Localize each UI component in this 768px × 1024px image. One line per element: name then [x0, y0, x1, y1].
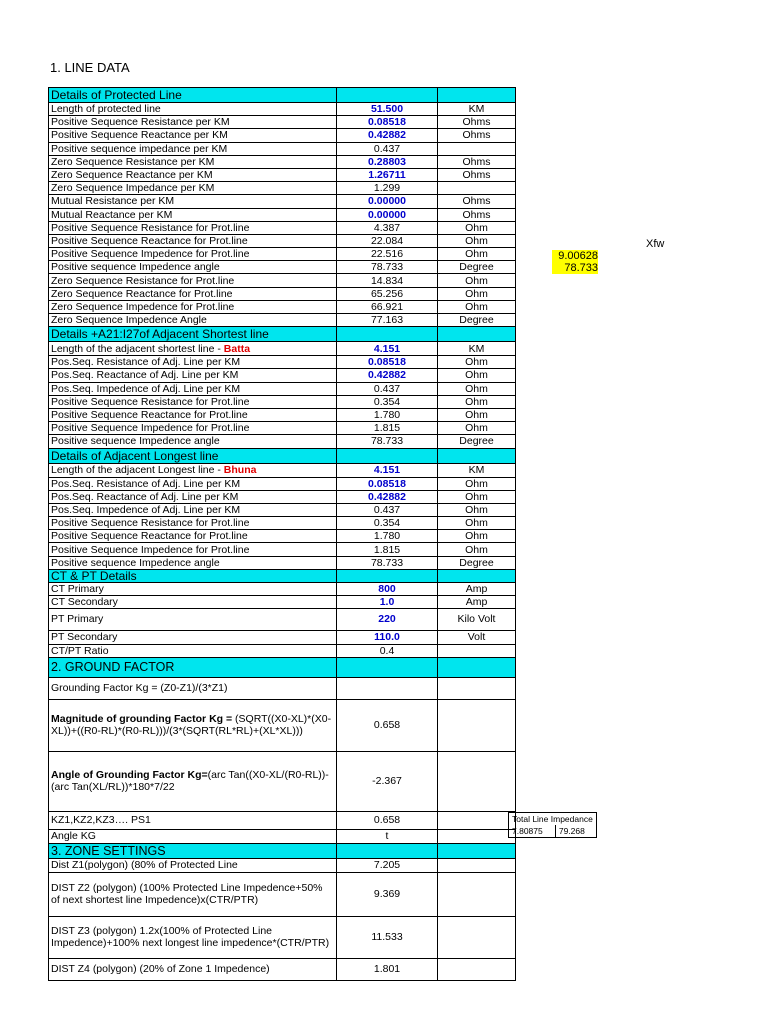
section-header: 3. ZONE SETTINGS	[49, 843, 337, 858]
row-unit: Ohm	[438, 530, 516, 543]
table-row	[49, 168, 516, 181]
table-row	[49, 569, 516, 582]
row-value	[337, 677, 438, 699]
section-header: CT & PT Details	[49, 569, 337, 582]
row-label: Zero Sequence Resistance per KM	[49, 155, 337, 168]
row-label: Zero Sequence Impedence for Prot.line	[49, 300, 337, 313]
row-label: CT Primary	[49, 582, 337, 595]
ground-angle-bold: Angle of Grounding Factor Kg=	[51, 769, 208, 782]
ground-magnitude-label	[49, 699, 337, 751]
table-row	[49, 677, 516, 699]
row-value: 0.08518	[337, 477, 438, 490]
zone-label: DIST Z3 (polygon) 1.2x(100% of Protected Line Impedence)+100% next longest line impedence*(CTR/PTR)	[49, 916, 337, 958]
row-value: 4.387	[337, 221, 438, 234]
table-row	[49, 435, 516, 448]
table-row	[49, 699, 516, 751]
table-row	[49, 234, 516, 247]
row-label: Pos.Seq. Resistance of Adj. Line per KM	[49, 477, 337, 490]
row-label: Pos.Seq. Impedence of Adj. Line per KM	[49, 382, 337, 395]
section-header-fill	[337, 569, 438, 582]
row-label: Length of protected line	[49, 103, 337, 116]
row-unit: Amp	[438, 582, 516, 595]
row-value: 22.084	[337, 234, 438, 247]
ground-formula: Grounding Factor Kg = (Z0-Z1)/(3*Z1)	[49, 677, 337, 699]
table-row	[49, 155, 516, 168]
zone-label: Dist Z1(polygon) (80% of Protected Line	[49, 858, 337, 872]
ground-angle-label	[49, 751, 337, 811]
table-row	[49, 543, 516, 556]
row-unit: KM	[438, 463, 516, 477]
row-label: Positive Sequence Reactance for Prot.line	[49, 530, 337, 543]
table-row	[49, 103, 516, 116]
row-unit	[438, 677, 516, 699]
row-unit: Degree	[438, 435, 516, 448]
row-label: PT Secondary	[49, 630, 337, 644]
row-label: Positive Sequence Reactance for Prot.line	[49, 408, 337, 421]
row-unit: Ohm	[438, 422, 516, 435]
section-header: 2. GROUND FACTOR	[49, 657, 337, 677]
section-header: Details of Adjacent Longest line	[49, 448, 337, 463]
row-value: 1.815	[337, 543, 438, 556]
row-label: Pos.Seq. Resistance of Adj. Line per KM	[49, 356, 337, 369]
zone-value: 1.801	[337, 958, 438, 980]
table-row	[49, 630, 516, 644]
row-label: Positive Sequence Reactance per KM	[49, 129, 337, 142]
total-line-impedance-magnitude: 7.80875	[509, 825, 556, 838]
table-row	[49, 195, 516, 208]
row-unit: Ohm	[438, 382, 516, 395]
row-unit: Ohm	[438, 274, 516, 287]
table-row	[49, 369, 516, 382]
total-line-impedance-box	[508, 812, 597, 838]
row-unit: Ohm	[438, 395, 516, 408]
section-header-fill	[438, 657, 516, 677]
row-unit: Kilo Volt	[438, 608, 516, 630]
table-row	[49, 382, 516, 395]
row-unit: Ohm	[438, 503, 516, 516]
table-row	[49, 595, 516, 608]
row-unit: Ohm	[438, 287, 516, 300]
row-unit	[438, 858, 516, 872]
row-label: Positive Sequence Impedence for Prot.line	[49, 422, 337, 435]
row-unit: Ohm	[438, 517, 516, 530]
row-value: 4.151	[337, 463, 438, 477]
table-row	[49, 463, 516, 477]
row-unit: Ohms	[438, 208, 516, 221]
table-row	[49, 314, 516, 327]
section-header-fill	[438, 88, 516, 103]
row-unit: Ohm	[438, 248, 516, 261]
kz-label: KZ1,KZ2,KZ3…. PS1	[49, 811, 337, 829]
row-value: 78.733	[337, 435, 438, 448]
row-value: 65.256	[337, 287, 438, 300]
row-value: 14.834	[337, 274, 438, 287]
row-unit: Ohms	[438, 155, 516, 168]
table-row	[49, 829, 516, 843]
section-header: Details +A21:I27of Adjacent Shortest line	[49, 327, 337, 342]
row-value: 1.780	[337, 408, 438, 421]
row-value: 0.42882	[337, 369, 438, 382]
row-value: 4.151	[337, 342, 438, 356]
row-value: 1.815	[337, 422, 438, 435]
table-row	[49, 608, 516, 630]
table-row	[49, 300, 516, 313]
row-label: Mutual Reactance per KM	[49, 208, 337, 221]
table-row	[49, 408, 516, 421]
table-row	[49, 448, 516, 463]
table-row	[49, 582, 516, 595]
section-header-fill	[438, 448, 516, 463]
row-label: CT/PT Ratio	[49, 644, 337, 657]
table-row	[49, 751, 516, 811]
row-value: 0.4	[337, 644, 438, 657]
zone-value: 7.205	[337, 858, 438, 872]
zone-value: 11.533	[337, 916, 438, 958]
line-name: Bhuna	[223, 464, 257, 476]
row-value: 78.733	[337, 261, 438, 274]
table-row	[49, 208, 516, 221]
row-unit: Ohm	[438, 490, 516, 503]
row-value: 0.08518	[337, 356, 438, 369]
row-unit: Amp	[438, 595, 516, 608]
table-row	[49, 261, 516, 274]
row-label: Zero Sequence Reactance per KM	[49, 168, 337, 181]
row-label: Positive sequence Impedence angle	[49, 261, 337, 274]
row-unit: Ohm	[438, 369, 516, 382]
table-row	[49, 958, 516, 980]
row-unit	[438, 751, 516, 811]
row-label: Positive Sequence Impedence for Prot.line	[49, 248, 337, 261]
table-row	[49, 490, 516, 503]
section-header: Details of Protected Line	[49, 88, 337, 103]
table-row	[49, 142, 516, 155]
row-value: 51.500	[337, 103, 438, 116]
row-unit: Ohm	[438, 234, 516, 247]
row-unit	[438, 916, 516, 958]
table-row	[49, 422, 516, 435]
table-row	[49, 843, 516, 858]
row-unit: Ohm	[438, 477, 516, 490]
ground-magnitude-bold: Magnitude of grounding Factor Kg =	[51, 713, 236, 726]
row-value: 0.42882	[337, 490, 438, 503]
row-value: 0.354	[337, 395, 438, 408]
table-row	[49, 395, 516, 408]
yellow-value-1: 9.00628	[552, 250, 598, 262]
table-row	[49, 274, 516, 287]
table-row	[49, 530, 516, 543]
row-unit: Ohms	[438, 129, 516, 142]
row-value: 0.28803	[337, 155, 438, 168]
row-label: Positive Sequence Resistance for Prot.line	[49, 517, 337, 530]
table-row	[49, 342, 516, 356]
row-unit: Ohm	[438, 221, 516, 234]
row-value: 0.00000	[337, 195, 438, 208]
row-label: PT Primary	[49, 608, 337, 630]
zone-label: DIST Z2 (polygon) (100% Protected Line Impedence+50% of next shortest line Impedence)x(CTR/PTR)	[49, 872, 337, 916]
ground-angle-value: -2.367	[337, 751, 438, 811]
row-unit	[438, 699, 516, 751]
table-row	[49, 129, 516, 142]
row-label: Zero Sequence Impedence Angle	[49, 314, 337, 327]
table-row	[49, 88, 516, 103]
table-row	[49, 556, 516, 569]
row-unit: KM	[438, 342, 516, 356]
section-header-fill	[337, 448, 438, 463]
yellow-value-2: 78.733	[552, 262, 598, 274]
line-name: Batta	[223, 342, 251, 355]
row-value: 110.0	[337, 630, 438, 644]
table-row	[49, 872, 516, 916]
row-label: Positive sequence Impedence angle	[49, 556, 337, 569]
total-line-impedance-angle: 79.268	[555, 825, 596, 838]
row-label: Zero Sequence Impedance per KM	[49, 182, 337, 195]
row-unit	[438, 644, 516, 657]
row-value: 0.42882	[337, 129, 438, 142]
row-unit: KM	[438, 103, 516, 116]
row-label: Zero Sequence Reactance for Prot.line	[49, 287, 337, 300]
row-value: 1.0	[337, 595, 438, 608]
row-label: Positive Sequence Resistance for Prot.line	[49, 395, 337, 408]
row-unit: Ohms	[438, 116, 516, 129]
row-value: 220	[337, 608, 438, 630]
line-data-table	[48, 87, 516, 981]
row-label-text: Length of the adjacent shortest line -	[51, 342, 224, 355]
row-label: Positive Sequence Impedence for Prot.line	[49, 543, 337, 556]
row-unit: Ohms	[438, 195, 516, 208]
row-value: 1.780	[337, 530, 438, 543]
row-label-text: Length of the adjacent Longest line -	[51, 464, 224, 476]
kz-value: 0.658	[337, 811, 438, 829]
row-unit	[438, 829, 516, 843]
angle-kg-value: t	[337, 829, 438, 843]
row-label: Pos.Seq. Reactance of Adj. Line per KM	[49, 369, 337, 382]
row-value: 22.516	[337, 248, 438, 261]
section-header-fill	[438, 843, 516, 858]
row-label: Positive Sequence Reactance for Prot.line	[49, 234, 337, 247]
zone-value: 9.369	[337, 872, 438, 916]
row-label: Positive Sequence Resistance for Prot.line	[49, 221, 337, 234]
row-label: Positive sequence impedance per KM	[49, 142, 337, 155]
row-value: 0.354	[337, 517, 438, 530]
row-value: 66.921	[337, 300, 438, 313]
row-value: 1.26711	[337, 168, 438, 181]
ground-magnitude-value: 0.658	[337, 699, 438, 751]
row-unit	[438, 142, 516, 155]
row-label	[49, 342, 337, 356]
row-unit: Ohm	[438, 408, 516, 421]
row-unit	[438, 872, 516, 916]
row-label: Zero Sequence Resistance for Prot.line	[49, 274, 337, 287]
row-label: Pos.Seq. Impedence of Adj. Line per KM	[49, 503, 337, 516]
table-row	[49, 811, 516, 829]
table-row	[49, 356, 516, 369]
table-row	[49, 182, 516, 195]
row-unit: Ohms	[438, 168, 516, 181]
row-unit: Ohm	[438, 356, 516, 369]
row-unit: Ohm	[438, 543, 516, 556]
total-line-impedance-label: Total Line Impedance	[509, 813, 597, 826]
row-value: 800	[337, 582, 438, 595]
row-unit	[438, 958, 516, 980]
table-row	[49, 916, 516, 958]
row-label: Positive Sequence Resistance per KM	[49, 116, 337, 129]
page-title: 1. LINE DATA	[50, 60, 130, 75]
row-label: CT Secondary	[49, 595, 337, 608]
table-row	[49, 248, 516, 261]
row-unit: Degree	[438, 261, 516, 274]
xfw-label: Xfw	[646, 238, 665, 250]
section-header-fill	[438, 569, 516, 582]
table-row	[49, 221, 516, 234]
row-unit	[438, 182, 516, 195]
section-header-fill	[337, 327, 438, 342]
row-value: 0.00000	[337, 208, 438, 221]
table-row	[49, 657, 516, 677]
row-value: 0.437	[337, 382, 438, 395]
row-value: 0.437	[337, 142, 438, 155]
table-row	[49, 503, 516, 516]
table-row	[49, 327, 516, 342]
row-value: 77.163	[337, 314, 438, 327]
table-row	[49, 477, 516, 490]
table-row	[49, 644, 516, 657]
row-label: Pos.Seq. Reactance of Adj. Line per KM	[49, 490, 337, 503]
row-value: 1.299	[337, 182, 438, 195]
section-header-fill	[438, 327, 516, 342]
row-value: 0.437	[337, 503, 438, 516]
row-label: Positive sequence Impedence angle	[49, 435, 337, 448]
row-label: Mutual Resistance per KM	[49, 195, 337, 208]
table-row	[49, 858, 516, 872]
table-row	[49, 287, 516, 300]
section-header-fill	[337, 843, 438, 858]
angle-kg-label: Angle KG	[49, 829, 337, 843]
row-label	[49, 463, 337, 477]
section-header-fill	[337, 88, 438, 103]
row-unit	[438, 811, 516, 829]
zone-label: DIST Z4 (polygon) (20% of Zone 1 Impedence)	[49, 958, 337, 980]
row-unit: Volt	[438, 630, 516, 644]
row-value: 0.08518	[337, 116, 438, 129]
row-unit: Ohm	[438, 300, 516, 313]
row-value: 78.733	[337, 556, 438, 569]
table-row	[49, 116, 516, 129]
ground-magnitude-formula: (SQRT((X0-XL)*(X0-XL))+((R0-RL)*(R0-RL)))/(3*(SQRT(RL*RL)+(XL*XL)))	[51, 713, 332, 738]
row-unit: Degree	[438, 556, 516, 569]
section-header-fill	[337, 657, 438, 677]
ground-angle-formula: (arc Tan((X0-XL/(R0-RL))-(arc Tan(XL/RL))*180*7/22	[51, 769, 329, 794]
table-row	[49, 517, 516, 530]
row-unit: Degree	[438, 314, 516, 327]
